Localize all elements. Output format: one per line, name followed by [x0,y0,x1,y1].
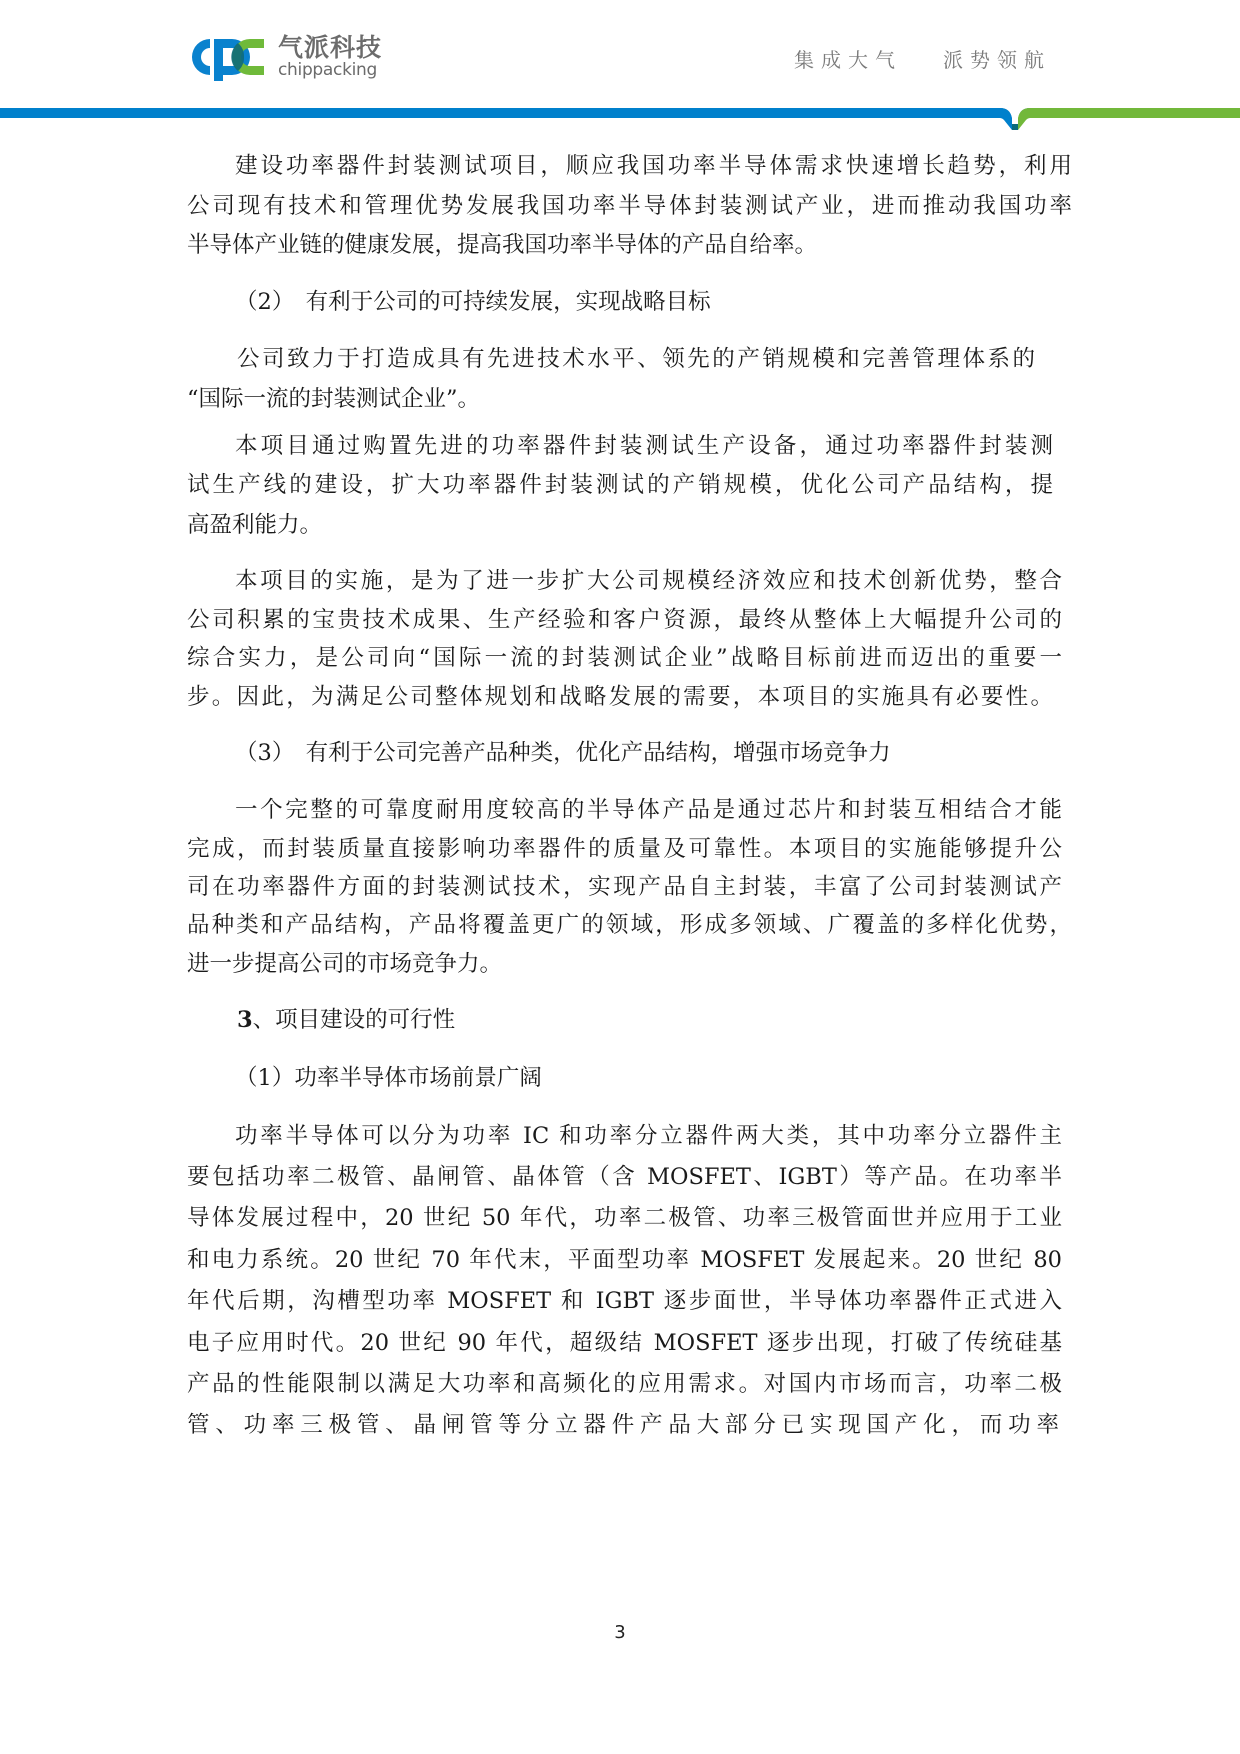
paragraph-line: “国际一流的封装测试企业”。 [187,386,481,412]
section-title: 、项目建设的可行性 [252,1007,456,1033]
cpc-logo-icon [186,33,272,81]
paragraph-line: 综合实力，是公司向“国际一流的封装测试企业”战略目标前进而迈出的重要一 [187,645,1062,671]
header-divider-band [0,106,1240,136]
slogan-part-2: 派势领航 [943,48,1051,72]
paragraph-line: 电子应用时代。20 世纪 90 年代，超级结 MOSFET 逐步出现，打破了传统硅基 [187,1330,1062,1356]
section-number: 3 [237,1007,253,1033]
paragraph-line: 公司积累的宝贵技术成果、生产经验和客户资源，最终从整体上大幅提升公司的 [187,607,1062,633]
paragraph-line: 本项目的实施，是为了进一步扩大公司规模经济效应和技术创新优势，整合 [235,568,1062,594]
page-header [0,0,1240,130]
paragraph-line: 半导体产业链的健康发展，提高我国功率半导体的产品自给率。 [187,232,818,258]
paragraph-line: 本项目通过购置先进的功率器件封装测试生产设备，通过功率器件封装测 [235,433,1053,459]
paragraph-line: 进一步提高公司的市场竞争力。 [187,951,503,977]
paragraph-line: 公司现有技术和管理优势发展我国功率半导体封装测试产业，进而推动我国功率 [187,193,1072,219]
paragraph-line: 年代后期，沟槽型功率 MOSFET 和 IGBT 逐步面世，半导体功率器件正式进入 [187,1288,1062,1314]
paragraph-line: 产品的性能限制以满足大功率和高频化的应用需求。对国内市场而言，功率二极 [187,1371,1062,1397]
company-logo [186,32,382,82]
page-number: 3 [614,1622,626,1643]
paragraph-line: 一个完整的可靠度耐用度较高的半导体产品是通过芯片和封装互相结合才能 [235,797,1062,823]
paragraph-line: 品种类和产品结构，产品将覆盖更广的领域，形成多领域、广覆盖的多样化优势， [187,912,1072,938]
paragraph-line: 公司致力于打造成具有先进技术水平、领先的产销规模和完善管理体系的 [237,346,1035,372]
paragraph-line: 要包括功率二极管、晶闸管、晶体管（含 MOSFET、IGBT）等产品。在功率半 [187,1164,1062,1190]
subheading-3: （3） 有利于公司完善产品种类，优化产品结构，增强市场竞争力 [235,740,891,766]
subheading-2: （2） 有利于公司的可持续发展，实现战略目标 [235,289,711,315]
logo-english-name: chippacking [278,60,378,80]
subheading-1: （1）功率半导体市场前景广阔 [235,1065,542,1091]
paragraph-line: 建设功率器件封装测试项目，顺应我国功率半导体需求快速增长趋势，利用 [235,153,1072,179]
paragraph-line: 管、功率三极管、晶闸管等分立器件产品大部分已实现国产化，而功率 [187,1412,1062,1438]
paragraph-line: 司在功率器件方面的封装测试技术，实现产品自主封装，丰富了公司封装测试产 [187,874,1062,900]
paragraph-line: 完成，而封装质量直接影响功率器件的质量及可靠性。本项目的实施能够提升公 [187,836,1062,862]
slogan-part-1: 集成大气 [794,48,902,72]
paragraph-line: 和电力系统。20 世纪 70 年代末，平面型功率 MOSFET 发展起来。20 世纪 80 [187,1247,1062,1273]
paragraph-line: 步。因此，为满足公司整体规划和战略发展的需要，本项目的实施具有必要性。 [187,684,1053,710]
paragraph-line: 高盈利能力。 [187,512,323,538]
paragraph-line: 导体发展过程中，20 世纪 50 年代，功率二极管、功率三极管面世并应用于工业 [187,1205,1062,1231]
logo-chinese-name: 气派科技 [278,33,383,62]
section-heading [237,1005,1122,1035]
paragraph-line: 试生产线的建设，扩大功率器件封装测试的产销规模，优化公司产品结构，提 [187,472,1053,498]
paragraph-line: 功率半导体可以分为功率 IC 和功率分立器件两大类，其中功率分立器件主 [235,1123,1062,1149]
